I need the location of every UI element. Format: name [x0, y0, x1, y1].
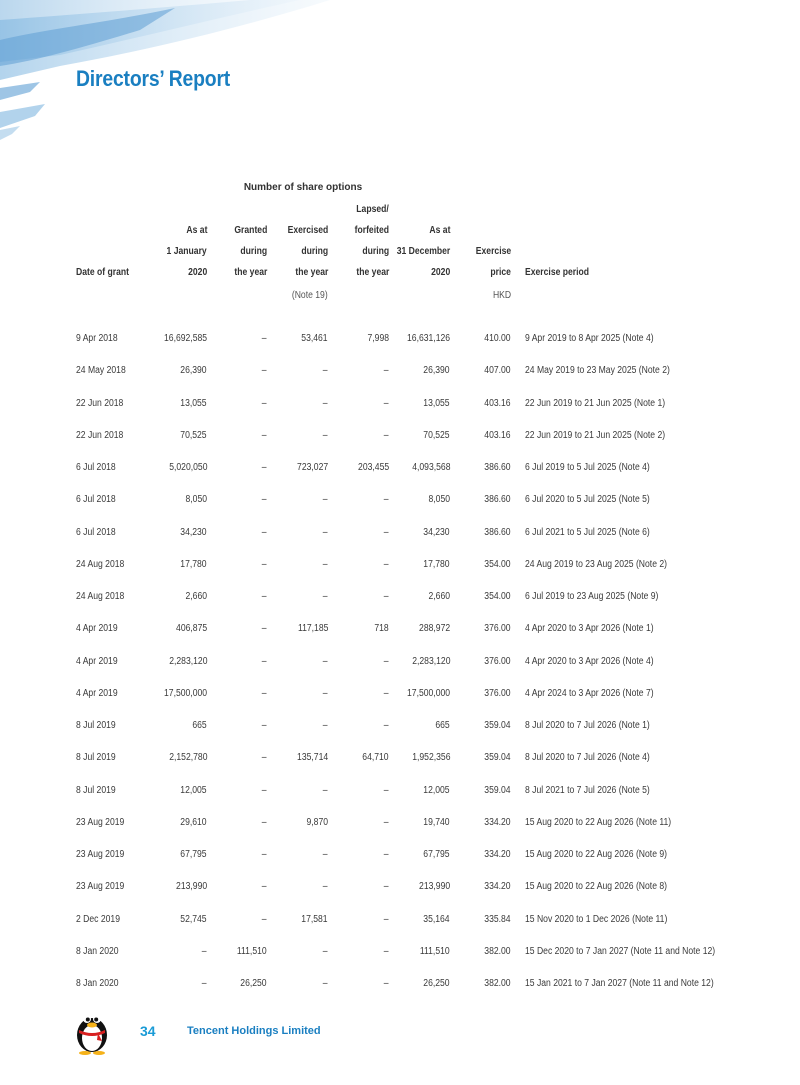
table-cell-granted: – — [262, 817, 267, 828]
table-cell-granted: – — [262, 591, 267, 602]
table-cell-as-at-1-jan: 2,152,780 — [168, 752, 207, 763]
table-cell-exercise-price: 354.00 — [484, 591, 511, 602]
table-cell-exercise-price: 334.20 — [484, 849, 511, 860]
table-cell-exercised: 53,461 — [301, 333, 328, 344]
table-cell-exercise-period: 4 Apr 2024 to 3 Apr 2026 (Note 7) — [525, 688, 654, 699]
table-cell-lapsed: – — [384, 656, 389, 667]
header-as-at-31-december-line-2: 2020 — [430, 267, 450, 278]
header-exercised-line-0: Exercised — [287, 225, 328, 236]
table-cell-granted: – — [262, 462, 267, 473]
table-cell-exercise-price: 359.04 — [484, 785, 511, 796]
table-cell-exercise-price: 334.20 — [484, 881, 511, 892]
table-cell-granted: – — [262, 914, 267, 925]
table-cell-lapsed: 64,710 — [362, 752, 389, 763]
table-cell-granted: – — [262, 333, 267, 344]
table-cell-date-of-grant: 22 Jun 2018 — [76, 430, 124, 441]
header-date-of-grant: Date of grant — [76, 267, 130, 278]
table-cell-exercised: 135,714 — [296, 752, 328, 763]
table-cell-lapsed: 7,998 — [367, 333, 389, 344]
table-cell-as-at-1-jan: 2,283,120 — [168, 656, 207, 667]
table-cell-exercise-period: 9 Apr 2019 to 8 Apr 2025 (Note 4) — [525, 333, 654, 344]
table-cell-exercised: – — [323, 591, 328, 602]
header-exercised-line-3: (Note 19) — [292, 290, 328, 301]
table-cell-exercised: – — [323, 527, 328, 538]
table-cell-as-at-31-dec: 19,740 — [423, 817, 450, 828]
table-cell-exercise-price: 386.60 — [484, 462, 511, 473]
table-cell-date-of-grant: 23 Aug 2019 — [76, 849, 125, 860]
page-number: 34 — [140, 1023, 156, 1039]
table-cell-date-of-grant: 6 Jul 2018 — [76, 494, 116, 505]
table-cell-as-at-31-dec: 26,250 — [423, 978, 450, 989]
table-cell-as-at-31-dec: 16,631,126 — [406, 333, 450, 344]
header-lapsed-forfeited-line-0: Lapsed/ — [356, 204, 389, 215]
group-header-number-of-share-options: Number of share options — [243, 182, 363, 193]
table-cell-exercise-period: 8 Jul 2020 to 7 Jul 2026 (Note 1) — [525, 720, 650, 731]
table-cell-as-at-1-jan: 16,692,585 — [163, 333, 207, 344]
table-cell-as-at-31-dec: 2,660 — [428, 591, 450, 602]
table-cell-date-of-grant: 8 Jul 2019 — [76, 785, 116, 796]
table-cell-granted: 26,250 — [240, 978, 267, 989]
table-cell-exercise-price: 386.60 — [484, 494, 511, 505]
table-cell-exercise-period: 15 Nov 2020 to 1 Dec 2026 (Note 11) — [525, 914, 668, 925]
header-exercise-price-line-1: price — [490, 267, 511, 278]
table-cell-lapsed: – — [384, 688, 389, 699]
header-exercised-line-2: the year — [295, 267, 328, 278]
table-cell-date-of-grant: 24 May 2018 — [76, 365, 126, 376]
table-cell-exercise-period: 15 Aug 2020 to 22 Aug 2026 (Note 8) — [525, 881, 668, 892]
table-cell-lapsed: – — [384, 365, 389, 376]
table-cell-as-at-31-dec: 13,055 — [423, 398, 450, 409]
table-cell-granted: – — [262, 527, 267, 538]
table-cell-granted: – — [262, 881, 267, 892]
table-cell-date-of-grant: 8 Jan 2020 — [76, 946, 119, 957]
table-cell-lapsed: – — [384, 881, 389, 892]
table-cell-exercise-price: 382.00 — [484, 946, 511, 957]
header-exercise-price-line-2: HKD — [492, 290, 511, 301]
table-cell-granted: – — [262, 494, 267, 505]
table-cell-granted: – — [262, 656, 267, 667]
table-cell-exercised: 9,870 — [306, 817, 328, 828]
table-cell-as-at-31-dec: 288,972 — [418, 623, 450, 634]
table-cell-exercised: – — [323, 785, 328, 796]
table-cell-granted: – — [262, 720, 267, 731]
header-granted-line-1: during — [240, 246, 267, 257]
table-cell-lapsed: – — [384, 849, 389, 860]
table-cell-exercise-period: 8 Jul 2020 to 7 Jul 2026 (Note 4) — [525, 752, 650, 763]
table-cell-exercise-price: 403.16 — [484, 398, 511, 409]
table-cell-date-of-grant: 4 Apr 2019 — [76, 656, 118, 667]
table-cell-exercised: – — [323, 398, 328, 409]
page-title: Directors’ Report — [76, 66, 231, 91]
table-cell-exercise-period: 6 Jul 2021 to 5 Jul 2025 (Note 6) — [525, 527, 650, 538]
table-cell-exercise-period: 22 Jun 2019 to 21 Jun 2025 (Note 1) — [525, 398, 666, 409]
table-cell-as-at-31-dec: 4,093,568 — [411, 462, 450, 473]
table-cell-lapsed: – — [384, 430, 389, 441]
table-cell-as-at-1-jan: 26,390 — [180, 365, 207, 376]
table-cell-exercised: – — [323, 881, 328, 892]
table-cell-granted: – — [262, 688, 267, 699]
table-cell-as-at-31-dec: 12,005 — [423, 785, 450, 796]
table-cell-date-of-grant: 23 Aug 2019 — [76, 881, 125, 892]
header-as-at-1-january-line-0: As at — [185, 225, 207, 236]
table-cell-exercise-price: 407.00 — [484, 365, 511, 376]
table-cell-exercised: – — [323, 365, 328, 376]
table-cell-as-at-31-dec: 34,230 — [423, 527, 450, 538]
header-granted-line-0: Granted — [234, 225, 267, 236]
table-cell-as-at-1-jan: 13,055 — [180, 398, 207, 409]
table-cell-exercise-price: 376.00 — [484, 688, 511, 699]
table-cell-as-at-1-jan: 17,780 — [180, 559, 207, 570]
table-cell-date-of-grant: 8 Jul 2019 — [76, 752, 116, 763]
table-cell-as-at-1-jan: 52,745 — [180, 914, 207, 925]
table-cell-exercised: – — [323, 559, 328, 570]
header-exercise-period: Exercise period — [525, 267, 590, 278]
table-cell-exercise-price: 386.60 — [484, 527, 511, 538]
table-cell-exercise-price: 354.00 — [484, 559, 511, 570]
table-cell-exercise-period: 6 Jul 2020 to 5 Jul 2025 (Note 5) — [525, 494, 650, 505]
header-lapsed-forfeited-line-2: during — [362, 246, 389, 257]
table-cell-as-at-1-jan: 67,795 — [180, 849, 207, 860]
table-cell-exercise-price: 403.16 — [484, 430, 511, 441]
table-cell-exercised: – — [323, 946, 328, 957]
table-cell-as-at-1-jan: 665 — [192, 720, 207, 731]
table-cell-exercise-period: 24 May 2019 to 23 May 2025 (Note 2) — [525, 365, 670, 376]
table-cell-exercise-period: 22 Jun 2019 to 21 Jun 2025 (Note 2) — [525, 430, 666, 441]
table-cell-granted: – — [262, 785, 267, 796]
table-cell-lapsed: 203,455 — [357, 462, 389, 473]
table-cell-date-of-grant: 22 Jun 2018 — [76, 398, 124, 409]
table-cell-exercised: 117,185 — [297, 623, 328, 634]
table-cell-date-of-grant: 23 Aug 2019 — [76, 817, 125, 828]
table-cell-exercise-price: 410.00 — [484, 333, 511, 344]
table-cell-as-at-1-jan: 406,875 — [175, 623, 207, 634]
table-cell-as-at-31-dec: 35,164 — [423, 914, 450, 925]
table-cell-as-at-1-jan: 12,005 — [180, 785, 207, 796]
table-cell-exercise-period: 15 Aug 2020 to 22 Aug 2026 (Note 11) — [525, 817, 672, 828]
table-cell-lapsed: – — [384, 946, 389, 957]
table-cell-exercised: 17,581 — [301, 914, 328, 925]
table-cell-date-of-grant: 6 Jul 2018 — [76, 527, 116, 538]
header-lapsed-forfeited-line-1: forfeited — [354, 225, 389, 236]
table-cell-as-at-1-jan: 17,500,000 — [163, 688, 207, 699]
header-as-at-1-january-line-1: 1 January — [166, 246, 207, 257]
table-cell-lapsed: – — [384, 817, 389, 828]
table-cell-exercised: – — [323, 656, 328, 667]
table-cell-exercise-price: 359.04 — [484, 752, 511, 763]
table-cell-as-at-31-dec: 2,283,120 — [411, 656, 450, 667]
table-cell-date-of-grant: 8 Jan 2020 — [76, 978, 119, 989]
table-cell-as-at-31-dec: 70,525 — [423, 430, 450, 441]
table-cell-lapsed: – — [384, 559, 389, 570]
table-cell-lapsed: – — [384, 527, 389, 538]
table-cell-as-at-1-jan: 5,020,050 — [168, 462, 207, 473]
table-cell-lapsed: – — [384, 978, 389, 989]
table-cell-granted: – — [262, 365, 267, 376]
header-as-at-31-december-line-1: 31 December — [396, 246, 450, 257]
qq-penguin-icon — [72, 1005, 112, 1055]
table-cell-exercise-period: 6 Jul 2019 to 5 Jul 2025 (Note 4) — [525, 462, 650, 473]
table-cell-exercise-period: 4 Apr 2020 to 3 Apr 2026 (Note 4) — [525, 656, 654, 667]
table-cell-exercise-period: 15 Aug 2020 to 22 Aug 2026 (Note 9) — [525, 849, 668, 860]
header-lapsed-forfeited-line-3: the year — [356, 267, 389, 278]
table-cell-as-at-31-dec: 17,780 — [423, 559, 450, 570]
table-cell-lapsed: – — [384, 720, 389, 731]
table-cell-as-at-1-jan: 2,660 — [185, 591, 207, 602]
table-cell-lapsed: 718 — [374, 623, 389, 634]
table-cell-lapsed: – — [384, 398, 389, 409]
table-cell-as-at-1-jan: 70,525 — [180, 430, 207, 441]
table-cell-granted: – — [262, 559, 267, 570]
table-cell-as-at-31-dec: 67,795 — [423, 849, 450, 860]
table-cell-as-at-1-jan: 29,610 — [180, 817, 207, 828]
table-cell-exercised: – — [323, 849, 328, 860]
header-granted-line-2: the year — [234, 267, 267, 278]
table-cell-exercise-price: 335.84 — [484, 914, 511, 925]
table-cell-exercise-period: 24 Aug 2019 to 23 Aug 2025 (Note 2) — [525, 559, 668, 570]
table-cell-as-at-31-dec: 8,050 — [428, 494, 450, 505]
table-cell-exercised: – — [323, 720, 328, 731]
table-cell-exercise-period: 6 Jul 2019 to 23 Aug 2025 (Note 9) — [525, 591, 659, 602]
table-cell-exercise-price: 359.04 — [484, 720, 511, 731]
table-cell-as-at-1-jan: – — [202, 978, 207, 989]
table-cell-exercised: – — [323, 494, 328, 505]
table-cell-granted: – — [262, 849, 267, 860]
table-cell-exercised: – — [323, 430, 328, 441]
table-cell-granted: 111,510 — [237, 946, 267, 957]
table-cell-as-at-31-dec: 665 — [435, 720, 450, 731]
table-cell-exercise-period: 4 Apr 2020 to 3 Apr 2026 (Note 1) — [525, 623, 654, 634]
header-exercise-price-line-0: Exercise — [475, 246, 511, 257]
table-cell-date-of-grant: 24 Aug 2018 — [76, 591, 125, 602]
table-cell-exercise-price: 376.00 — [484, 623, 511, 634]
table-cell-as-at-1-jan: 34,230 — [180, 527, 207, 538]
table-cell-exercised: 723,027 — [296, 462, 328, 473]
table-cell-exercise-period: 15 Dec 2020 to 7 Jan 2027 (Note 11 and Note 12) — [525, 946, 716, 957]
table-cell-date-of-grant: 9 Apr 2018 — [76, 333, 118, 344]
table-cell-lapsed: – — [384, 494, 389, 505]
table-cell-exercise-price: 382.00 — [484, 978, 511, 989]
header-as-at-31-december-line-0: As at — [428, 225, 450, 236]
table-cell-lapsed: – — [384, 591, 389, 602]
table-cell-granted: – — [262, 623, 267, 634]
table-cell-exercised: – — [323, 688, 328, 699]
table-cell-exercised: – — [323, 978, 328, 989]
table-cell-as-at-31-dec: 26,390 — [423, 365, 450, 376]
table-cell-date-of-grant: 24 Aug 2018 — [76, 559, 125, 570]
table-cell-granted: – — [262, 430, 267, 441]
table-cell-as-at-31-dec: 213,990 — [418, 881, 450, 892]
table-cell-exercise-period: 15 Jan 2021 to 7 Jan 2027 (Note 11 and Note 12) — [525, 978, 714, 989]
table-cell-date-of-grant: 4 Apr 2019 — [76, 688, 118, 699]
table-cell-as-at-31-dec: 1,952,356 — [411, 752, 450, 763]
table-cell-granted: – — [262, 398, 267, 409]
table-cell-as-at-1-jan: 8,050 — [185, 494, 207, 505]
header-as-at-1-january-line-2: 2020 — [187, 267, 207, 278]
table-cell-lapsed: – — [384, 914, 389, 925]
table-cell-date-of-grant: 6 Jul 2018 — [76, 462, 116, 473]
table-cell-as-at-31-dec: 111,510 — [420, 946, 450, 957]
table-cell-lapsed: – — [384, 785, 389, 796]
table-cell-date-of-grant: 2 Dec 2019 — [76, 914, 120, 925]
table-cell-granted: – — [262, 752, 267, 763]
table-cell-exercise-period: 8 Jul 2021 to 7 Jul 2026 (Note 5) — [525, 785, 650, 796]
table-cell-exercise-price: 376.00 — [484, 656, 511, 667]
table-cell-exercise-price: 334.20 — [484, 817, 511, 828]
table-cell-date-of-grant: 8 Jul 2019 — [76, 720, 116, 731]
table-cell-as-at-1-jan: – — [202, 946, 207, 957]
table-cell-as-at-31-dec: 17,500,000 — [406, 688, 450, 699]
table-cell-date-of-grant: 4 Apr 2019 — [76, 623, 118, 634]
table-cell-as-at-1-jan: 213,990 — [175, 881, 207, 892]
header-exercised-line-1: during — [301, 246, 328, 257]
company-name: Tencent Holdings Limited — [187, 1025, 321, 1037]
